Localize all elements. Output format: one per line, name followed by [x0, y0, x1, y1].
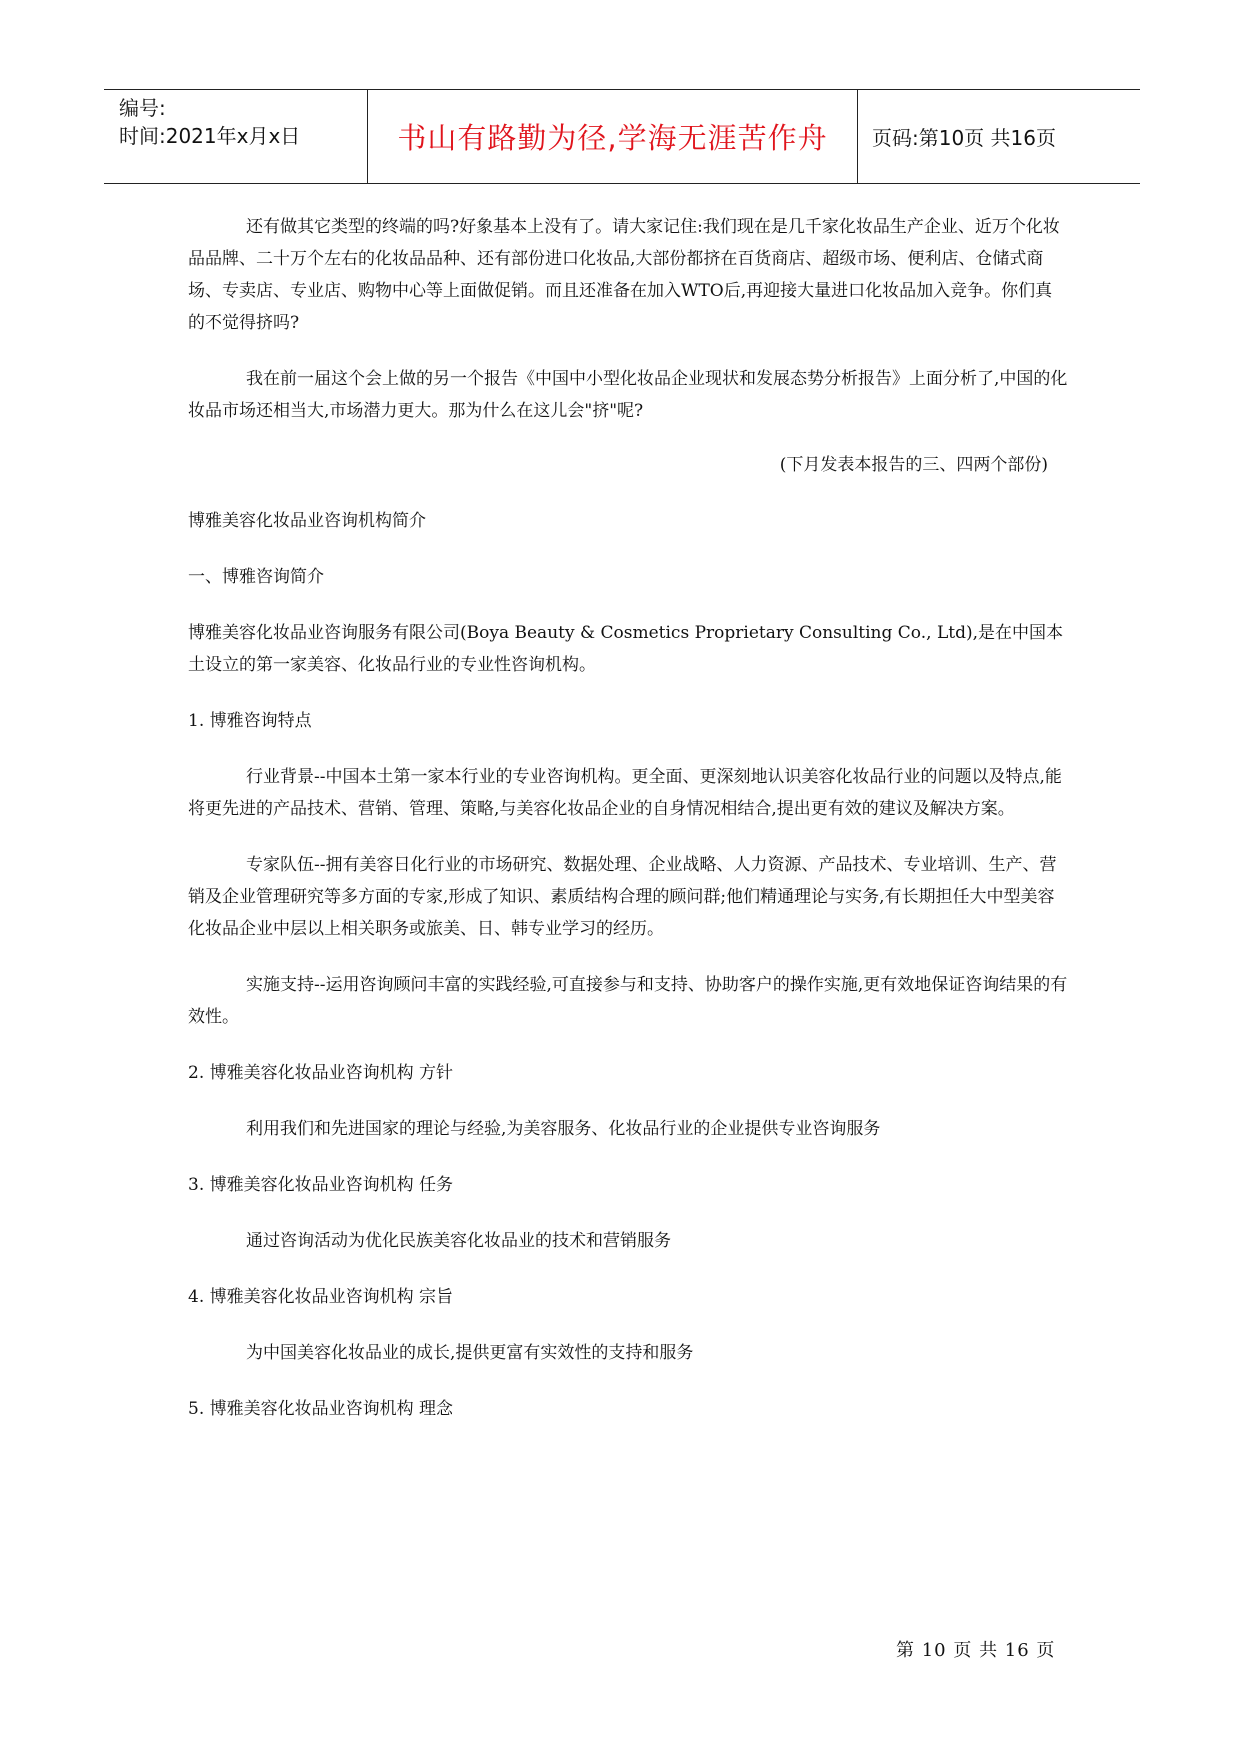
- header-motto: 书山有路勤为径,学海无涯苦作舟: [368, 90, 858, 183]
- time-label: 时间:2021年x月x日: [119, 124, 301, 148]
- list-item-text: 通过咨询活动为优化民族美容化妆品业的技术和营销服务: [246, 1231, 671, 1251]
- header-meta: [104, 90, 368, 183]
- list-item-text: 利用我们和先进国家的理论与经验,为美容服务、化妆品行业的企业提供专业咨询服务: [246, 1119, 881, 1139]
- list-item-heading: 2. 博雅美容化妆品业咨询机构 方针: [188, 1063, 454, 1083]
- list-item-heading: 1. 博雅咨询特点: [188, 711, 312, 731]
- page-footer: 第 10 页 共 16 页: [896, 1640, 1056, 1661]
- note: (下月发表本报告的三、四两个部份): [779, 455, 1048, 475]
- paragraph: 还有做其它类型的终端的吗?好象基本上没有了。请大家记住:我们现在是几千家化妆品生产企业、近万个化妆品品牌、二十万个左右的化妆品品种、还有部份进口化妆品,大部份都挤在百货商店、超级市场、便利店、仓储式商场、专卖店、专业店、购物中心等上面做促销。而且还准备在加入WTO后,再迎接大量进口化妆品加入竞争。你们真的不觉得挤吗?: [188, 217, 1060, 333]
- intro-title: 博雅美容化妆品业咨询机构简介: [188, 511, 426, 531]
- section-heading: 一、博雅咨询简介: [188, 567, 324, 587]
- list-item-heading: 4. 博雅美容化妆品业咨询机构 宗旨: [188, 1287, 454, 1307]
- document-body: [188, 211, 1068, 1425]
- paragraph: 行业背景--中国本土第一家本行业的专业咨询机构。更全面、更深刻地认识美容化妆品行业的问题以及特点,能将更先进的产品技术、营销、管理、策略,与美容化妆品企业的自身情况相结合,提出更有效的建议及解决方案。: [188, 767, 1062, 819]
- company-description: 博雅美容化妆品业咨询服务有限公司(Boya Beauty & Cosmetics Proprietary Consulting Co., Ltd),是在中国本土设立的第一家美容、化妆品行业的专业性咨询机构。: [188, 623, 1063, 675]
- paragraph: 我在前一届这个会上做的另一个报告《中国中小型化妆品企业现状和发展态势分析报告》上面分析了,中国的化妆品市场还相当大,市场潜力更大。那为什么在这儿会"挤"呢?: [188, 369, 1068, 421]
- list-item-heading: 5. 博雅美容化妆品业咨询机构 理念: [188, 1399, 454, 1419]
- list-item-heading: 3. 博雅美容化妆品业咨询机构 任务: [188, 1175, 454, 1195]
- paragraph: 实施支持--运用咨询顾问丰富的实践经验,可直接参与和支持、协助客户的操作实施,更有效地保证咨询结果的有效性。: [188, 975, 1068, 1027]
- number-label: 编号:: [119, 96, 166, 120]
- page-header: [104, 89, 1140, 184]
- paragraph: 专家队伍--拥有美容日化行业的市场研究、数据处理、企业战略、人力资源、产品技术、专业培训、生产、营销及企业管理研究等多方面的专家,形成了知识、素质结构合理的顾问群;他们精通理论与实务,有长期担任大中型美容化妆品企业中层以上相关职务或旅美、日、韩专业学习的经历。: [188, 855, 1057, 939]
- list-item-text: 为中国美容化妆品业的成长,提供更富有实效性的支持和服务: [246, 1343, 694, 1363]
- header-page-info: 页码:第10页 共16页: [872, 126, 1056, 150]
